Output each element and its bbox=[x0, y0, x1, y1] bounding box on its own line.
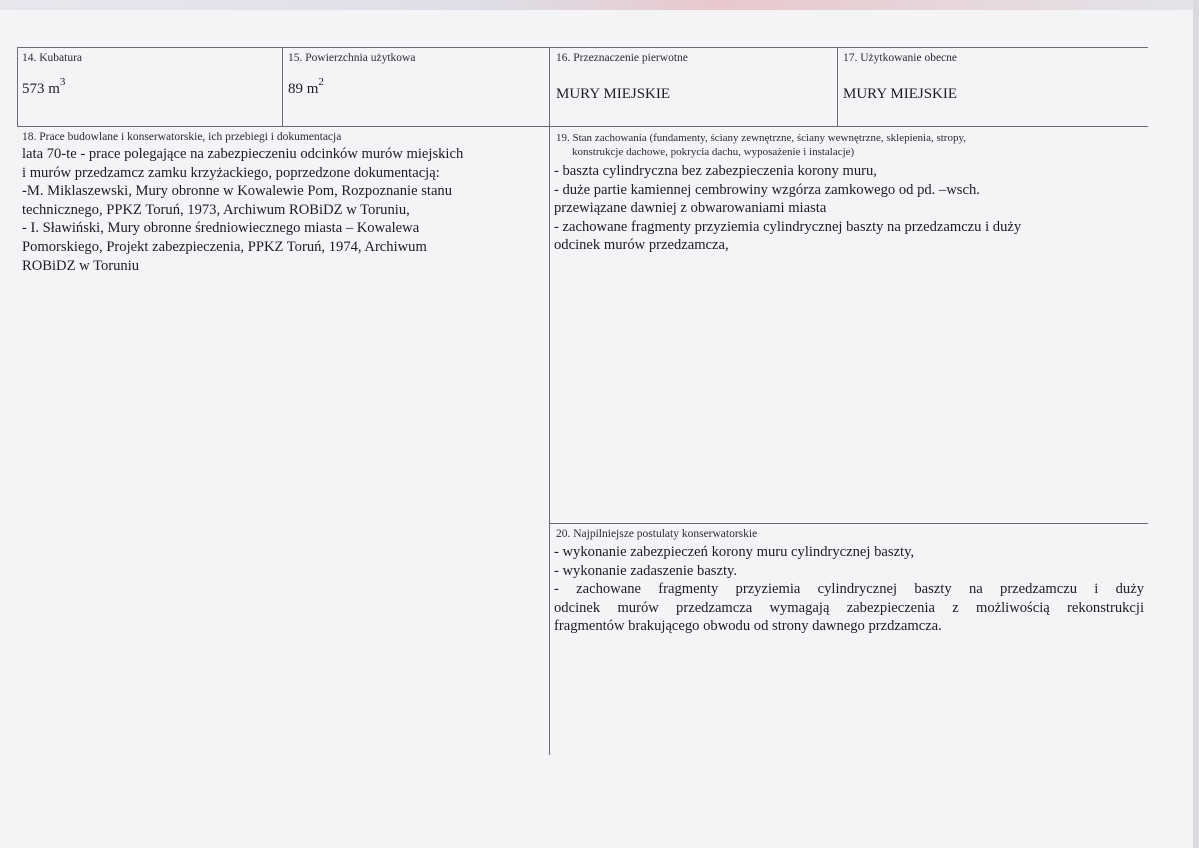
left-border bbox=[17, 47, 18, 127]
field-20-line: fragmentów brakującego obwodu od strony dawnego przdzamcza. bbox=[554, 618, 942, 635]
main-divider bbox=[549, 47, 550, 755]
row1-bottom-border bbox=[17, 126, 1148, 127]
row1-top-border bbox=[17, 47, 1148, 48]
field-15-value-exponent: 2 bbox=[318, 76, 324, 88]
field-19-line: odcinek murów przedzamcza, bbox=[554, 237, 729, 254]
field-14-label: 14. Kubatura bbox=[22, 52, 83, 64]
field-19-text bbox=[554, 162, 1144, 255]
field-18-line: technicznego, PPKZ Toruń, 1973, Archiwum ROBiDZ w Toruniu, bbox=[22, 201, 410, 218]
field-14-value bbox=[22, 75, 65, 98]
field-19-line: - duże partie kamiennej cembrowiny wzgórza zamkowego od pd. –wsch. bbox=[554, 181, 980, 198]
field-18-text bbox=[22, 145, 542, 275]
scan-top-band bbox=[0, 0, 1199, 10]
field-18-line: - I. Sławiński, Mury obronne średniowiecznego miasta – Kowalewa bbox=[22, 220, 420, 237]
field-20-line: - zachowane fragmenty przyziemia cylindrycznej baszty na przedzamczu i duży bbox=[554, 581, 1144, 598]
field-17-label: 17. Użytkowanie obecne bbox=[843, 52, 958, 64]
field-15-value-text: 89 m bbox=[288, 81, 319, 97]
field-19-line: - zachowane fragmenty przyziemia cylindrycznej baszty na przedzamczu i duży bbox=[554, 218, 1022, 235]
field-19-label-continued: konstrukcje dachowe, pokrycia dachu, wyposażenie i instalacje) bbox=[572, 146, 855, 158]
field-18-line: Pomorskiego, Projekt zabezpieczenia, PPKZ Toruń, 1974, Archiwum bbox=[22, 238, 427, 255]
field-16-label: 16. Przeznaczenie pierwotne bbox=[556, 52, 688, 64]
field-19-line: przewiązane dawniej z obwarowaniami miasta bbox=[554, 200, 827, 217]
divider-14-15 bbox=[282, 47, 283, 127]
field-14-value-text: 573 m bbox=[22, 81, 60, 97]
field-20-label: 20. Najpilniejsze postulaty konserwatorskie bbox=[556, 528, 758, 540]
field-14-value-exponent: 3 bbox=[59, 76, 66, 88]
field-18-line: -M. Miklaszewski, Mury obronne w Kowalewie Pom, Rozpoznanie stanu bbox=[22, 183, 453, 200]
field-20-text bbox=[554, 543, 1144, 636]
divider-16-17 bbox=[837, 47, 838, 127]
field-18-line: i murów przedzamcz zamku krzyżackiego, poprzedzone dokumentacją: bbox=[22, 164, 440, 181]
field-17-value: MURY MIEJSKIE bbox=[843, 86, 958, 102]
field-16-value: MURY MIEJSKIE bbox=[556, 86, 671, 102]
field-18-label: 18. Prace budowlane i konserwatorskie, ich przebiegi i dokumentacja bbox=[22, 131, 342, 143]
field-19-label: 19. Stan zachowania (fundamenty, ściany zewnętrzne, ściany wewnętrzne, sklepienia, stropy, bbox=[556, 132, 967, 144]
field-15-label: 15. Powierzchnia użytkowa bbox=[288, 52, 416, 64]
scan-right-edge bbox=[1193, 0, 1199, 848]
field-15-value bbox=[288, 75, 324, 98]
field-18-line: lata 70-te - prace polegające na zabezpieczeniu odcinków murów miejskich bbox=[22, 146, 464, 162]
field-18-line: ROBiDZ w Toruniu bbox=[22, 257, 140, 274]
field-20-line: odcinek murów przedzamcza wymagają zabezpieczenia z możliwością rekonstrukcji bbox=[554, 599, 1144, 616]
field-19-line: - baszta cylindryczna bez zabezpieczenia korony muru, bbox=[554, 163, 877, 179]
field-20-line: - wykonanie zabezpieczeń korony muru cylindrycznej baszty, bbox=[554, 544, 915, 560]
field-20-top-border bbox=[549, 523, 1148, 524]
field-20-line: - wykonanie zadaszenie baszty. bbox=[554, 562, 738, 579]
